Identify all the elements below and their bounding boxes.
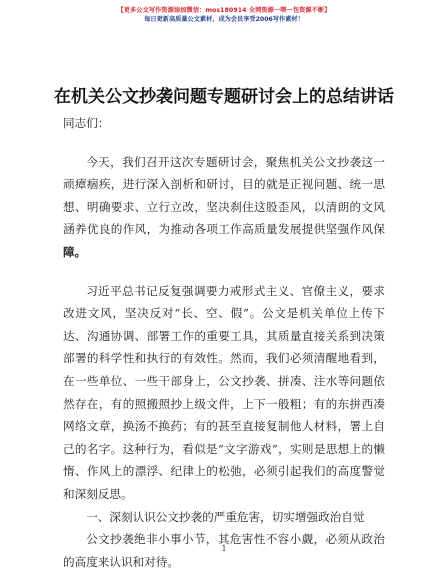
page-number: 1 bbox=[221, 544, 227, 553]
paragraph-2: 习近平总书记反复强调要力戒形式主义、官僚主义，要求改进文风，坚决反对“长、空、假”。公文是机关单位上传下达、沟通协调、部署工作的重要工具，其质量直接关系到决策部署的科学性和执行的有效性。然而，我们必须清醒地看到，在一些单位、一些干部身上，公文抄袭、拼凑、注水等问题依然存在，有的照搬照抄上级文件，上下一般粗；有的东拼西凑网络文章，换汤不换药；有的甚至直接复制他人材料，署上自己的名字。这种行为，看似是“文字游戏”，实则是思想上的懒惰、作风上的漂浮、纪律上的松弛，必须引起我们的高度警觉和深刻反思。 bbox=[63, 283, 385, 501]
promo-banner-line-2: 每日更新高质量公文素材，成为会员享受2006写作素材！ bbox=[144, 16, 304, 23]
paragraph-3: 公文抄袭绝非小事小节，其危害性不容小觑，必须从政治的高度来认识和对待。 bbox=[63, 532, 385, 569]
document-body bbox=[63, 112, 385, 573]
promo-banner bbox=[0, 6, 448, 24]
section-heading-1: 一、深刻认识公文抄袭的严重危害，切实增强政治自觉 bbox=[86, 509, 365, 524]
document-title: 在机关公文抄袭问题专题研讨会上的总结讲话 bbox=[54, 87, 394, 107]
paragraph-1-text: 今天，我们召开这次专题研讨会，聚焦机关公文抄袭这一顽瘴痼疾，进行深入剖析和研讨，目的就是正视问题、统一思想、明确要求、立行立改，坚决刹住这股歪风，以清朗的文风涵养优良的作风，为推动各项工作高质量发展提供坚强作风保 bbox=[63, 154, 385, 237]
promo-banner-line-1: 【更多公文写作资源添加微信：mos180914 全网资源一喂一包资源不断】 bbox=[117, 7, 331, 14]
paragraph-1-emphasis: 障。 bbox=[63, 244, 87, 259]
greeting: 同志们： bbox=[63, 116, 110, 130]
paragraph-1 bbox=[63, 151, 385, 264]
